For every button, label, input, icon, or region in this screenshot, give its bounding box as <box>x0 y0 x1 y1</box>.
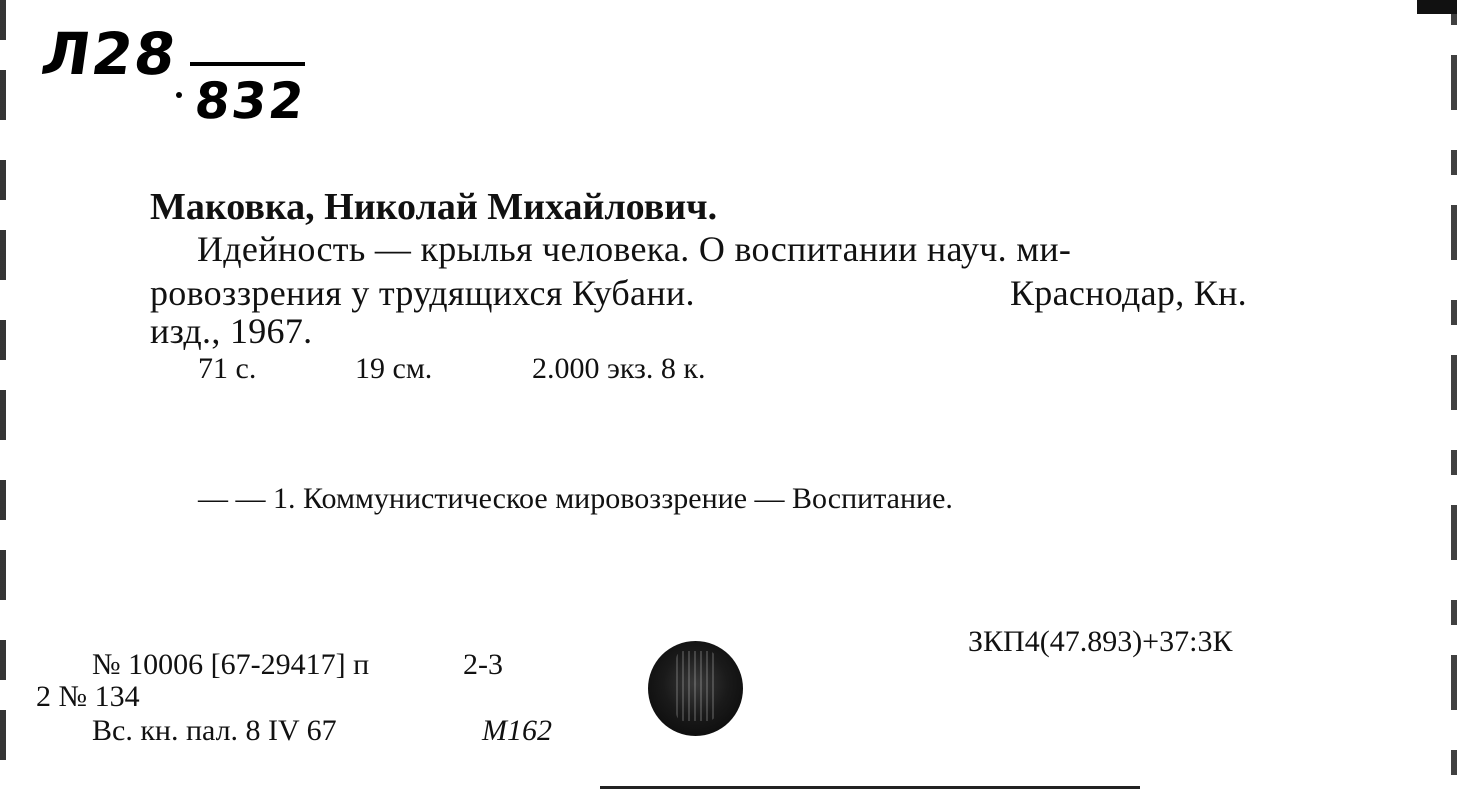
chamber-code: М162 <box>482 714 552 747</box>
call-number-fraction-line <box>190 62 305 66</box>
record-code: 2-3 <box>463 648 503 681</box>
title-line-3: изд., 1967. <box>150 311 313 351</box>
scan-edge-left <box>0 0 6 792</box>
publisher-place: Краснодар, Кн. <box>1010 273 1247 313</box>
title-line-2 <box>150 272 1247 314</box>
subject-heading: — — 1. Коммунистическое мировоззрение — Воспитание. <box>198 482 953 515</box>
record-number: № 10006 [67-29417] п <box>92 648 370 681</box>
title-line-1: Идейность — крылья человека. О воспитании науч. ми- <box>197 229 1072 269</box>
scan-corner-mark <box>1417 0 1457 14</box>
call-number-top: Л28 <box>37 20 182 88</box>
pages: 71 с. <box>198 352 257 385</box>
title-line-2-left: ровоззрения у трудящихся Кубани. <box>150 273 695 313</box>
size: 19 см. <box>355 352 433 385</box>
call-number-bottom: 832 <box>191 72 309 130</box>
author-heading: Маковка, Николай Михайлович. <box>150 186 718 228</box>
scan-bottom-edge <box>600 786 1140 789</box>
scan-edge-right <box>1451 0 1457 792</box>
record-sequence: 2 № 134 <box>36 680 140 713</box>
call-number-dot <box>176 92 182 98</box>
copies-price: 2.000 экз. 8 к. <box>532 352 706 385</box>
punch-hole <box>648 641 743 736</box>
classification-index: ЗКП4(47.893)+37:3К <box>968 625 1233 658</box>
chamber-note: Вс. кн. пал. 8 IV 67 <box>92 714 337 747</box>
